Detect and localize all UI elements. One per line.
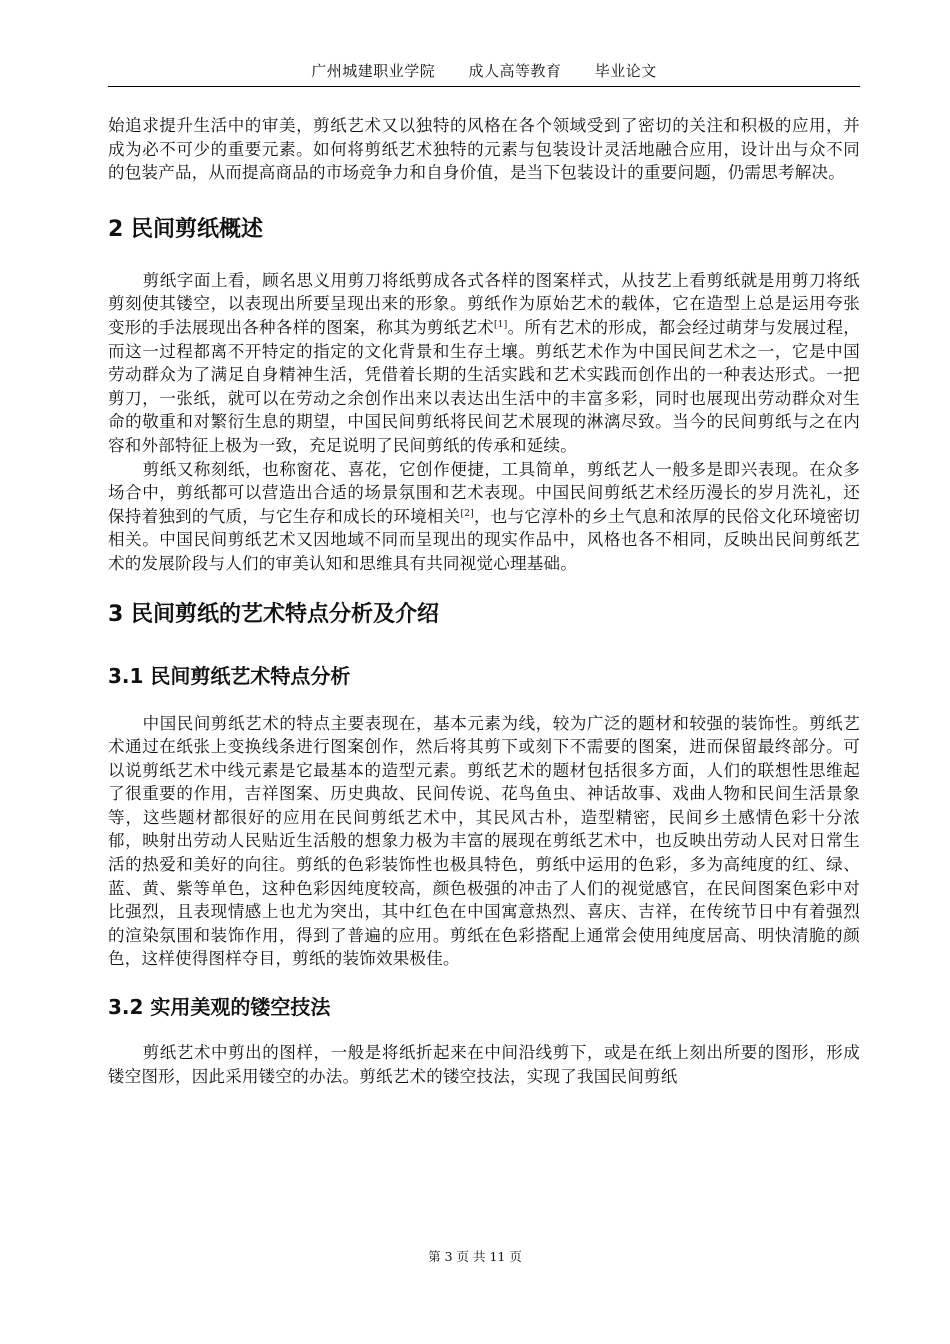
section-3-1-heading: 3.1 民间剪纸艺术特点分析 <box>108 663 351 688</box>
citation-1: [1] <box>494 319 508 330</box>
section-2-p2-text-b: ，也与它淳朴的乡土气息和浓厚的民俗文化环境密切相关。中国民间剪纸艺术又因地域不同而呈现出的现实作品中，风格也各不相同，反映出民间剪纸艺术的发展阶段与人们的审美认知和思维具有共同视觉心理基础。 <box>108 506 861 573</box>
section-2-p2-text-a: 剪纸又称刻纸，也称窗花、喜花，它创作便捷，工具简单，剪纸艺人一般多是即兴表现。在众多场合中，剪纸都可以营造出合适的场景氛围和艺术表现。中国民间剪纸艺术经历漫长的岁月洗礼，还保持着独到的气质，与它生存和成长的环境相关 <box>108 459 860 526</box>
section-3-heading: 3 民间剪纸的艺术特点分析及介绍 <box>108 601 439 627</box>
section-3-2-heading: 3.2 实用美观的镂空技法 <box>108 995 331 1020</box>
page-content <box>108 114 860 1088</box>
header-program: 成人高等教育 <box>468 62 562 80</box>
section-2-p1-text-a: 剪纸字面上看，顾名思义用剪刀将纸剪成各式各样的图案样式，从技艺上看剪纸就是用剪刀将纸剪刻使其镂空，以表现出所要呈现出来的形象。剪纸作为原始艺术的载体，它在造型上总是运用夸张变形的手法展现出各种各样的图案，称其为剪纸艺术 <box>108 270 860 337</box>
section-2-heading: 2 民间剪纸概述 <box>108 216 263 242</box>
intro-paragraph: 始追求提升生活中的审美，剪纸艺术又以独特的风格在各个领域受到了密切的关注和积极的应用，并成为必不可少的重要元素。如何将剪纸艺术独特的元素与包装设计灵活地融合应用，设计出与众不同的包装产品，从而提高商品的市场竞争力和自身价值，是当下包装设计的重要问题，仍需思考解决。 <box>108 116 860 183</box>
section-2-paragraph-2 <box>108 458 860 576</box>
section-2-p1-text-b: 。所有艺术的形成，都会经过萌芽与发展过程，而这一过程都离不开特定的指定的文化背景和生存土壤。剪纸艺术作为中国民间艺术之一，它是中国劳动群众为了满足自身精神生活，凭借着长期的生活实践和艺术实践而创作出的一种表达形式。一把剪刀，一张纸，就可以在劳动之余创作出来以表达出生活中的丰富多彩，同时也展现出劳动群众对生命的敬重和对繁衍生息的期望，中国民间剪纸将民间艺术展现的淋漓尽致。当今的民间剪纸与之在内容和外部特征上极为一致，充足说明了民间剪纸的传承和延续。 <box>108 317 861 455</box>
page-header <box>108 60 860 87</box>
header-doc-type: 毕业论文 <box>594 62 657 80</box>
citation-2: [2] <box>460 508 474 519</box>
section-3-2-paragraph: 剪纸艺术中剪出的图样，一般是将纸折起来在中间沿线剪下，或是在纸上刻出所要的图形，形成镂空图形，因此采用镂空的办法。剪纸艺术的镂空技法，实现了我国民间剪纸 <box>108 1043 860 1086</box>
section-3-1-paragraph: 中国民间剪纸艺术的特点主要表现在，基本元素为线，较为广泛的题材和较强的装饰性。剪纸艺术通过在纸张上变换线条进行图案创作，然后将其剪下或刻下不需要的图案，进而保留最终部分。可以说剪纸艺术中线元素是它最基本的造型元素。剪纸艺术的题材包括很多方面，人们的联想性思维起了很重要的作用，吉祥图案、历史典故、民间传说、花鸟鱼虫、神话故事、戏曲人物和民间生活景象等，这些题材都很好的应用在民间剪纸艺术中，其民风古朴，造型精密，民间乡土感情色彩十分浓郁，映射出劳动人民贴近生活般的想象力极为丰富的展现在剪纸艺术中，也反映出劳动人民对日常生活的热爱和美好的向往。剪纸的色彩装饰性也极具特色，剪纸中运用的色彩，多为高纯度的红、绿、蓝、黄、紫等单色，这种色彩因纯度较高，颜色极强的冲击了人们的视觉感官，在民间图案色彩中对比强烈，且表现情感上也尤为突出，其中红色在中国寓意热烈、喜庆、吉祥，在传统节日中有着强烈的渲染氛围和装饰作用，得到了普遍的应用。剪纸在色彩搭配上通常会使用纯度居高、明快清脆的颜色，这样使得图样夺目，剪纸的装饰效果极佳。 <box>108 713 860 969</box>
header-school: 广州城建职业学院 <box>311 62 436 80</box>
section-2-paragraph-1 <box>108 269 860 458</box>
page-footer: 第 3 页 共 11 页 <box>428 1249 522 1264</box>
